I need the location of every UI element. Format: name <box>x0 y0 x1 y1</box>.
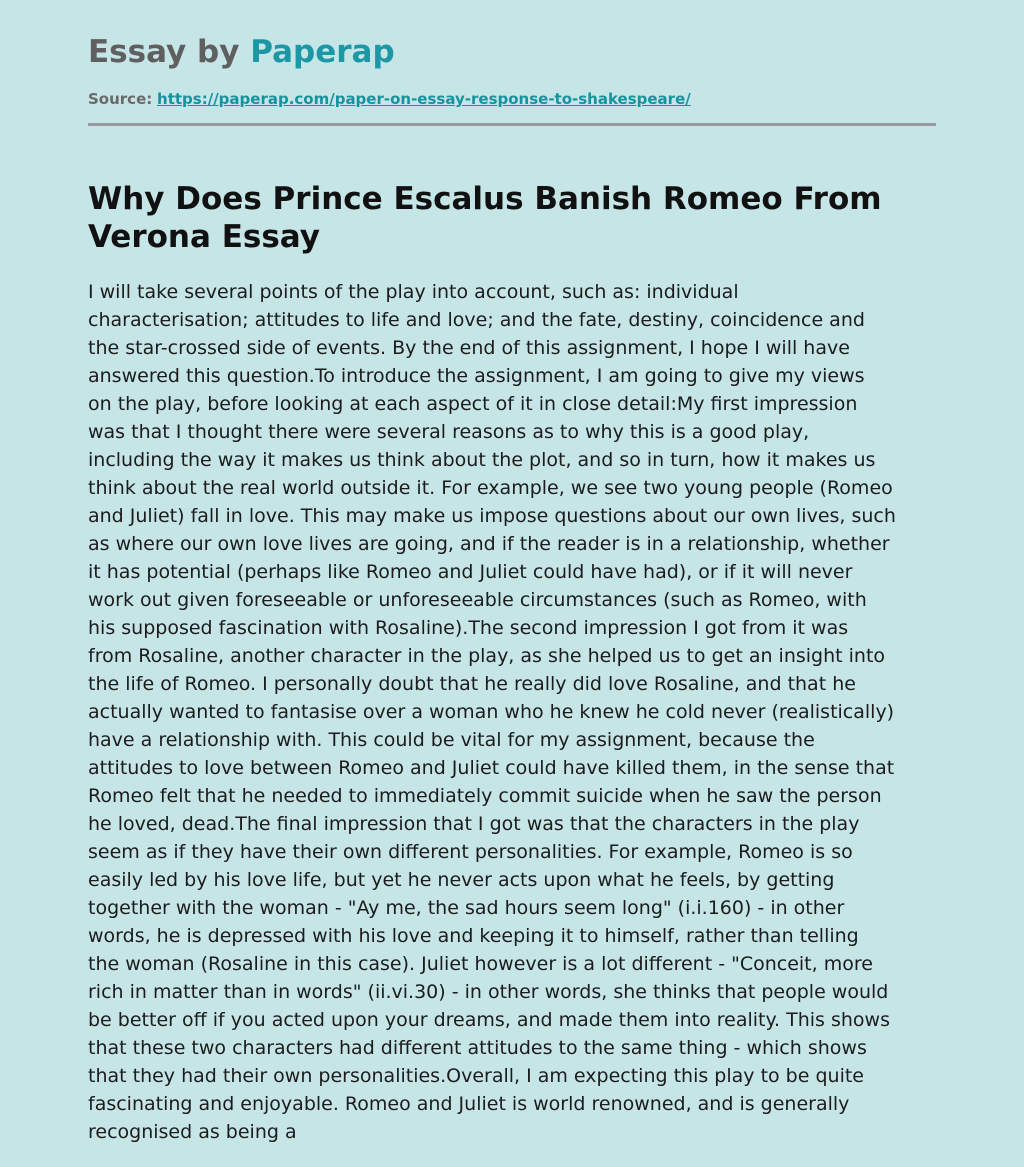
body-line: characterisation; attitudes to life and love; and the fate, destiny, coincidence and <box>88 309 865 331</box>
body-line: that these two characters had different attitudes to the same thing - which shows <box>88 1037 867 1059</box>
body-line: be better off if you acted upon your dreams, and made them into reality. This shows <box>88 1009 890 1031</box>
body-line: seem as if they have their own different personalities. For example, Romeo is so <box>88 841 853 863</box>
brand-name: Paperap <box>250 34 395 70</box>
body-line: think about the real world outside it. For example, we see two young people (Romeo <box>88 477 893 499</box>
body-line: rich in matter than in words" (ii.vi.30) - in other words, she thinks that people would <box>88 981 889 1003</box>
body-line: that they had their own personalities.Overall, I am expecting this play to be quite <box>88 1065 864 1087</box>
body-line: work out given foreseeable or unforeseeable circumstances (such as Romeo, with <box>88 589 867 611</box>
body-line: actually wanted to fantasise over a woman who he knew he cold never (realistically) <box>88 701 895 723</box>
body-line: his supposed fascination with Rosaline).The second impression I got from it was <box>88 617 849 639</box>
body-line: as where our own love lives are going, and if the reader is in a relationship, whether <box>88 533 890 555</box>
body-line: fascinating and enjoyable. Romeo and Juliet is world renowned, and is generally <box>88 1093 850 1115</box>
source-line <box>88 88 936 110</box>
body-line: words, he is depressed with his love and keeping it to himself, rather than telling <box>88 925 859 947</box>
body-line: the life of Romeo. I personally doubt that he really did love Rosaline, and that he <box>88 673 856 695</box>
body-line: Romeo felt that he needed to immediately commit suicide when he saw the person <box>88 785 882 807</box>
brand-title <box>88 30 936 74</box>
body-line: I will take several points of the play into account, such as: individual <box>88 281 739 303</box>
body-line: the woman (Rosaline in this case). Juliet however is a lot different - "Conceit, more <box>88 953 873 975</box>
header-divider <box>88 123 936 126</box>
body-line: easily led by his love life, but yet he never acts upon what he feels, by getting <box>88 869 835 891</box>
brand-prefix: Essay by <box>88 34 251 70</box>
body-line: attitudes to love between Romeo and Juliet could have killed them, in the sense that <box>88 757 895 779</box>
body-line: was that I thought there were several reasons as to why this is a good play, <box>88 421 810 443</box>
site-header <box>88 30 936 110</box>
body-line: he loved, dead.The final impression that I got was that the characters in the play <box>88 813 860 835</box>
source-label: Source: <box>88 90 153 108</box>
body-line: the star-crossed side of events. By the end of this assignment, I hope I will have <box>88 337 850 359</box>
source-link[interactable]: https://paperap.com/paper-on-essay-response-to-shakespeare/ <box>157 90 691 108</box>
body-line: and Juliet) fall in love. This may make us impose questions about our own lives, such <box>88 505 896 527</box>
body-line: from Rosaline, another character in the play, as she helped us to get an insight into <box>88 645 886 667</box>
body-line: answered this question.To introduce the assignment, I am going to give my views <box>88 365 865 387</box>
body-line: including the way it makes us think about the plot, and so in turn, how it makes us <box>88 449 876 471</box>
body-line: recognised as being a <box>88 1121 297 1143</box>
essay-body <box>88 278 940 1146</box>
body-line: it has potential (perhaps like Romeo and Juliet could have had), or if it will never <box>88 561 853 583</box>
essay-title: Why Does Prince Escalus Banish Romeo From Verona Essay <box>88 181 882 255</box>
body-line: together with the woman - "Ay me, the sad hours seem long" (i.i.160) - in other <box>88 897 845 919</box>
body-line: have a relationship with. This could be vital for my assignment, because the <box>88 729 815 751</box>
body-line: on the play, before looking at each aspect of it in close detail:My first impression <box>88 393 858 415</box>
